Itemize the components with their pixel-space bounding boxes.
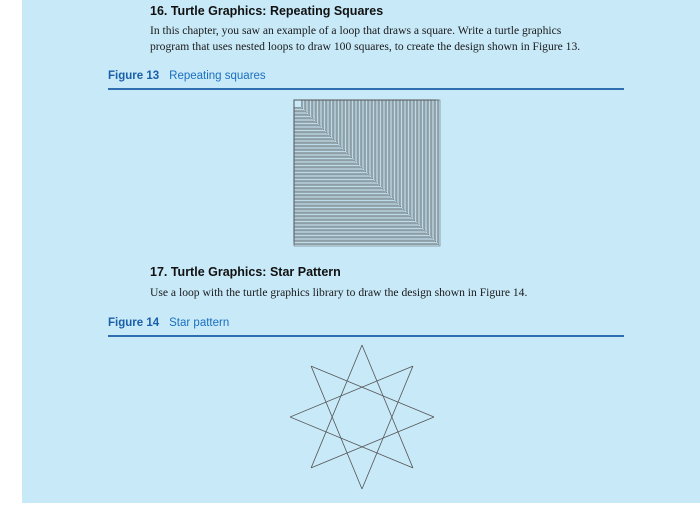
figure-14-rule — [108, 335, 624, 337]
figure-14-label — [108, 317, 229, 329]
square-96 — [294, 100, 307, 113]
square-14 — [294, 100, 422, 228]
square-84 — [294, 100, 324, 130]
textbook-page — [22, 0, 700, 503]
star-line-3 — [290, 366, 413, 417]
figure-13-number: Figure 13 — [108, 70, 160, 82]
figure-13-caption: Repeating squares — [169, 70, 266, 82]
square-76 — [294, 100, 335, 141]
square-20 — [294, 100, 413, 219]
square-90 — [294, 100, 315, 121]
square-100 — [294, 100, 301, 107]
exercise-16-text-line-1: In this chapter, you saw an example of a loop that draws a square. Write a turtle graphics — [150, 24, 562, 37]
square-2 — [294, 100, 439, 245]
square-34 — [294, 100, 394, 200]
star-line-1 — [362, 345, 413, 468]
square-48 — [294, 100, 374, 180]
star-line-5 — [311, 366, 362, 489]
square-97 — [294, 100, 306, 112]
figure-14-number: Figure 14 — [108, 317, 160, 329]
square-28 — [294, 100, 402, 208]
square-60 — [294, 100, 357, 163]
exercise-17-text-line-1: Use a loop with the turtle graphics library to draw the design shown in Figure 14. — [150, 286, 528, 299]
square-40 — [294, 100, 385, 191]
square-82 — [294, 100, 327, 133]
figure-13-rule — [108, 88, 624, 90]
exercise-17-title: 17. Turtle Graphics: Star Pattern — [150, 265, 341, 279]
square-74 — [294, 100, 338, 144]
star-line-7 — [311, 417, 434, 468]
square-68 — [294, 100, 346, 152]
star-line-8 — [311, 345, 362, 468]
square-62 — [294, 100, 355, 161]
square-8 — [294, 100, 430, 236]
star-line-4 — [362, 366, 413, 489]
exercise-16-title: 16. Turtle Graphics: Repeating Squares — [150, 4, 384, 18]
square-42 — [294, 100, 383, 189]
star-line-2 — [290, 417, 413, 468]
figure-13-label — [108, 70, 266, 82]
repeating-squares-drawing — [292, 98, 442, 248]
square-88 — [294, 100, 318, 124]
figure-14-caption: Star pattern — [169, 317, 230, 329]
star-pattern-drawing — [290, 342, 440, 492]
square-80 — [294, 100, 329, 135]
exercise-16-text-line-2: program that uses nested loops to draw 100 squares, to create the design shown in Figure 13. — [150, 40, 581, 53]
square-22 — [294, 100, 411, 217]
square-94 — [294, 100, 310, 116]
square-54 — [294, 100, 366, 172]
star-line-6 — [311, 366, 434, 417]
